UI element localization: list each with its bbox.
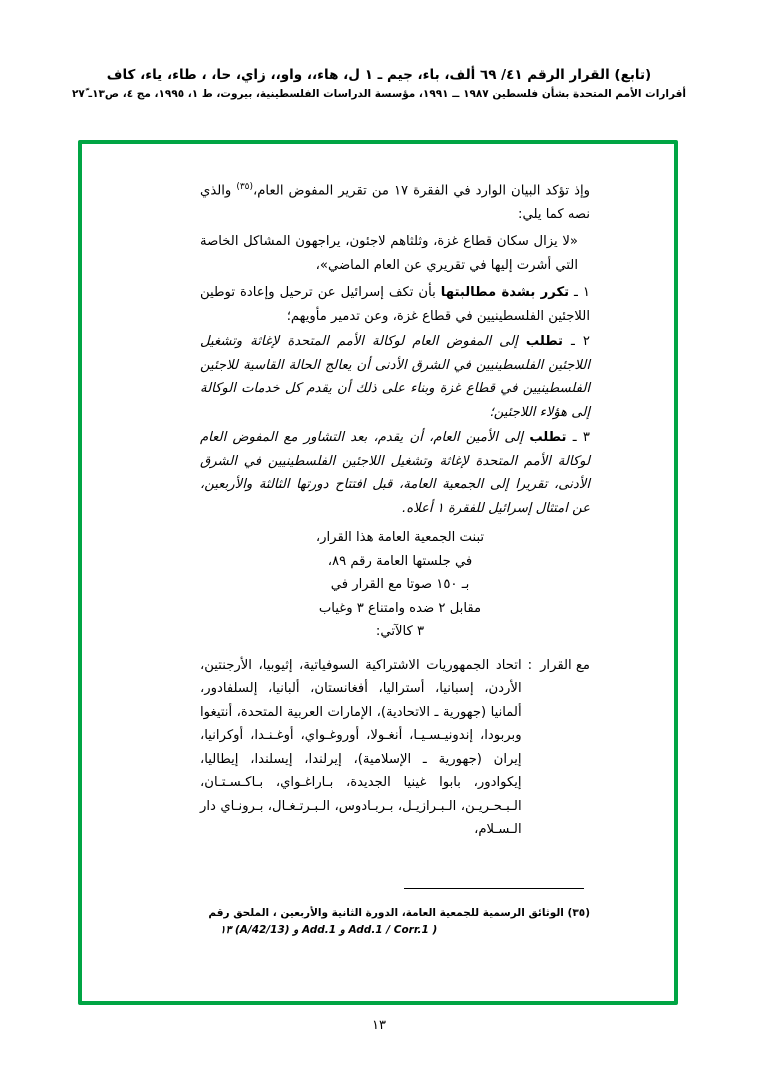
- clause-3-lead: تطلب: [529, 430, 567, 446]
- quoted-statement: «لا يزال سكان قطاع غزة، وثلثاهم لاجئون، يراجهون المشاكل الخاصة التي أشرت إليها في تقريري عن العام الماضي»،: [200, 234, 578, 273]
- clause-1-text: بأن تكف إسرائيل عن ترحيل وإعادة توطين اللاجئين الفلسطينيين في قطاع غزة، وعن تدمير مأويهم؛: [200, 285, 590, 324]
- clause-3-number: ٣ ـ: [572, 430, 590, 446]
- vote-line-2: في جلستها العامة رقم ٨٩،: [327, 553, 473, 569]
- countries-list: اتحاد الجمهوريات الاشتراكية السوفياتية، إثيوبيا، الأرجنتين، الأردن، إسبانيا، أستراليا، أفغانستان، ألبانيا، إلسلفادور، ألمانيا (جهورية ـ الاتحادية)، الإمارات العربية المتحدة، أنتيغوا وبربودا، إندونيـسـيـا، أنغـولا، أوروغـواي، أوغـنـدا، أوكرانيا، إيران (جهورية ـ الإسلامية)، إيرلندا، إيسلندا، إيطاليا، إيكوادور، بابوا غينيا الجديدة، بـاراغـواي، بـاكـسـتـان، الـبـحـريـن، الـبـرازيـل، بـربـادوس، الـبـرتـغـال، بـرونـاي دار الـسـلام،: [200, 657, 522, 838]
- countries-colon: :: [527, 657, 533, 673]
- countries-in-favour: [200, 654, 590, 842]
- vote-line-4: مقابل ٢ ضده وامتناع ٣ وغياب: [318, 600, 482, 616]
- footnote-block: [160, 905, 590, 939]
- page-number: ١٣: [372, 1018, 386, 1033]
- clause-3-text: إلى الأمين العام، أن يقدم، بعد التشاور مع المفوض العام لوكالة الأمم المتحدة لإغاثة وتشغيل اللاجئين الفلسطينيين في الشرق الأدنى، تقريرا إلى الجمعية العامة، قبل افتتاح دورتها الثالثة والأربعين، عن امتثال إسرائيل للفقرة ١ أعلاه.: [200, 430, 590, 516]
- vote-line-3: بـ ١٥٠ صوتا مع القرار في: [330, 577, 470, 593]
- footnote-text: الوثائق الرسمية للجمعية العامة، الدورة الثانية والأربعين ، الملحق رقم: [208, 907, 564, 919]
- clause-2-number: ٢ ـ: [571, 334, 590, 350]
- clause-1-lead: تكرر بشدة مطالبتها: [440, 285, 570, 301]
- vote-line-1: تبنت الجمعية العامة هذا القرار،: [315, 530, 485, 546]
- document-body: [200, 176, 590, 842]
- footnote-line-1: [160, 905, 590, 922]
- vote-record: [200, 526, 590, 644]
- header-title-line: (تابع) القرار الرقم ٤١/ ٦٩ ألف، باء، جيم ـ ١ ل، هاء،، واو،، زاي، ح‍ا، ، طاء، ياء، كاف: [106, 67, 652, 83]
- clause-2-lead: تطلب: [525, 334, 564, 350]
- clause-2-text: إلى المفوض العام لوكالة الأمم المتحدة لإغاثة وتشغيل اللاجئين الفلسطينيين في الشرق الأدنى أن يعالج الحالة القاسية للاجئين الفلسطينيين في قطاع غزة وبناء على ذلك أن يقدم كل خدمات الوكالة إلى هؤلاء اللاجئين؛: [200, 334, 590, 420]
- header-source-line: أقرارات الأمم المتحدة بشأن فلسطين ١٩٨٧ ــ ١٩٩١، مؤسسة الدراسات الفلسطينية، بيروت، ط ١، ١٩٩٥، مج ٤، ص١٣ـ ٢٧ّ: [72, 88, 686, 100]
- clause-1: [200, 281, 590, 328]
- footnote-divider: [404, 888, 584, 889]
- intro-paragraph: [200, 176, 590, 226]
- green-border-frame: [78, 140, 678, 1005]
- clause-1-number: ١ ـ: [574, 285, 590, 301]
- footnote-marker: (٣٥): [567, 907, 590, 919]
- intro-text: وإذ تؤكد البيان الوارد في الفقرة ١٧ من تقرير المفوض العام،: [253, 183, 590, 199]
- clause-3: [200, 426, 590, 520]
- intro-continuation: والذي نصه كما يلي:: [200, 183, 590, 222]
- footnote-marker-inline: (٣٥): [236, 182, 254, 192]
- clause-2: [200, 330, 590, 424]
- countries-label: مع القرار: [540, 657, 590, 673]
- vote-line-5: ٣ كالآتي:: [375, 624, 425, 640]
- footnote-line-2: ١٣ (A/42/13) و Add.1 و Add.1 / Corr.1 ): [220, 924, 438, 936]
- page-header: [0, 66, 758, 103]
